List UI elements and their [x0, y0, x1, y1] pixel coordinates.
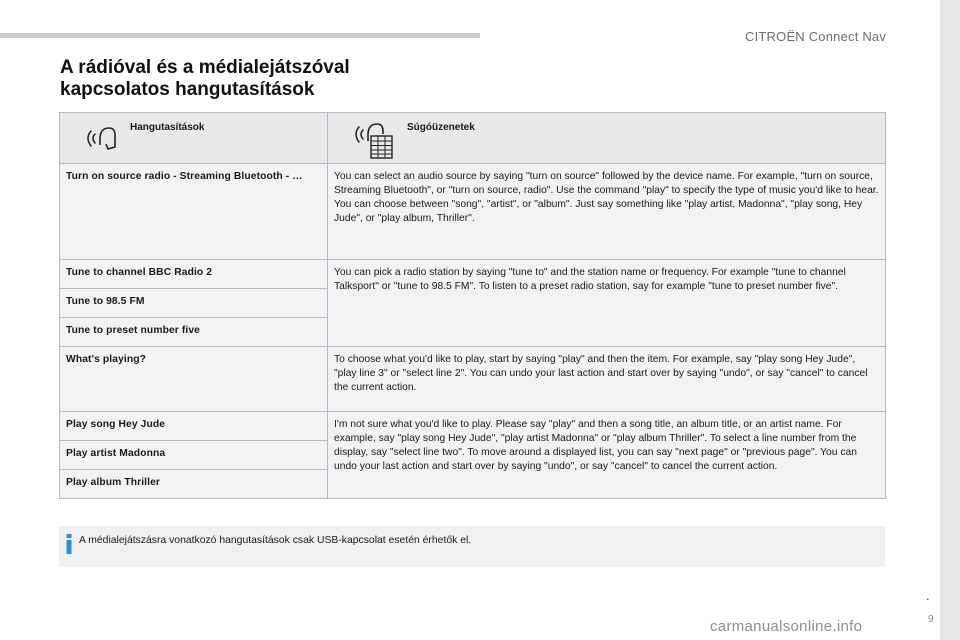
header-cell-commands: [60, 113, 328, 164]
header-cell-prompts: [328, 113, 886, 164]
voice-commands-table: [59, 112, 886, 499]
help-cell: [328, 260, 886, 347]
header-prompts-label: Súgóüzenetek: [407, 122, 475, 133]
footer-dot: .: [926, 588, 930, 603]
page-title-line1: A rádióval és a médialejátszóval: [60, 57, 350, 78]
table-row: [60, 164, 886, 260]
page-edge-strip: [940, 0, 960, 640]
command-text: Play artist Madonna: [66, 448, 166, 459]
table-row: [60, 347, 886, 412]
table-header-row: [60, 113, 886, 164]
watermark: carmanualsonline.info: [710, 618, 863, 635]
help-cell: [328, 412, 886, 499]
page-number: 9: [928, 614, 934, 625]
help-text: You can select an audio source by saying "turn on source" followed by the device name. For example, "turn on source, Streaming Bluetooth", or "turn on source, radio". Use the command "play" to specify the type of music you'd like to hear. You can choose between "song", "artist", or "album". Just say something like "play artist, Madonna", "play song, Hey Jude", or "play album, Thriller".: [334, 171, 879, 224]
command-cell: [60, 260, 328, 289]
command-text: Play song Hey Jude: [66, 419, 166, 430]
info-note: [59, 526, 885, 567]
header-title: CITROËN Connect Nav: [745, 29, 887, 44]
command-cell: [60, 470, 328, 499]
command-cell: [60, 289, 328, 318]
top-bar: [0, 33, 480, 38]
help-text: I'm not sure what you'd like to play. Please say "play" and then a song title, an album title, or an artist name. For example, say "play song Hey Jude", "play artist Madonna" or "play album Thriller". To select a line number from the display, say "select line two". To move around a displayed list, you can say "next page" or "previous page". You can undo your last action and start over by saying "undo", or say "cancel" to cancel the current action.: [334, 419, 857, 472]
command-text: What's playing?: [66, 354, 147, 365]
help-cell: [328, 164, 886, 260]
command-cell: [60, 164, 328, 260]
command-text: Tune to 98.5 FM: [66, 296, 145, 307]
header-commands-label: Hangutasítások: [130, 122, 205, 133]
voice-command-icon: [86, 124, 118, 157]
command-cell: [60, 347, 328, 412]
help-cell: [328, 347, 886, 412]
command-text: Tune to preset number five: [66, 325, 201, 336]
table-row: [60, 260, 886, 289]
voice-prompt-keypad-icon: [354, 120, 394, 165]
info-note-text: A médialejátszásra vonatkozó hangutasítások csak USB-kapcsolat esetén érhetők el.: [79, 535, 472, 546]
page-title: [60, 57, 460, 101]
command-text: Tune to channel BBC Radio 2: [66, 267, 213, 278]
page-title-line2: kapcsolatos hangutasítások: [60, 79, 315, 100]
command-cell: [60, 318, 328, 347]
help-text: You can pick a radio station by saying "tune to" and the station name or frequency. For example "tune to channel Talksport" or "tune to 98.5 FM". To listen to a preset radio station, say for example "tune to preset number five".: [334, 267, 846, 292]
command-cell: [60, 412, 328, 441]
command-cell: [60, 441, 328, 470]
command-text: Play album Thriller: [66, 477, 161, 488]
help-text: To choose what you'd like to play, start by saying "play" and then the item. For example, say "play song Hey Jude", "play line 3" or "select line 2". You can undo your last action and start over by saying "undo", or say "cancel" to cancel the current action.: [334, 354, 868, 393]
command-text: Turn on source radio - Streaming Bluetooth - …: [66, 171, 303, 182]
info-icon: [65, 534, 73, 559]
table-row: [60, 412, 886, 441]
